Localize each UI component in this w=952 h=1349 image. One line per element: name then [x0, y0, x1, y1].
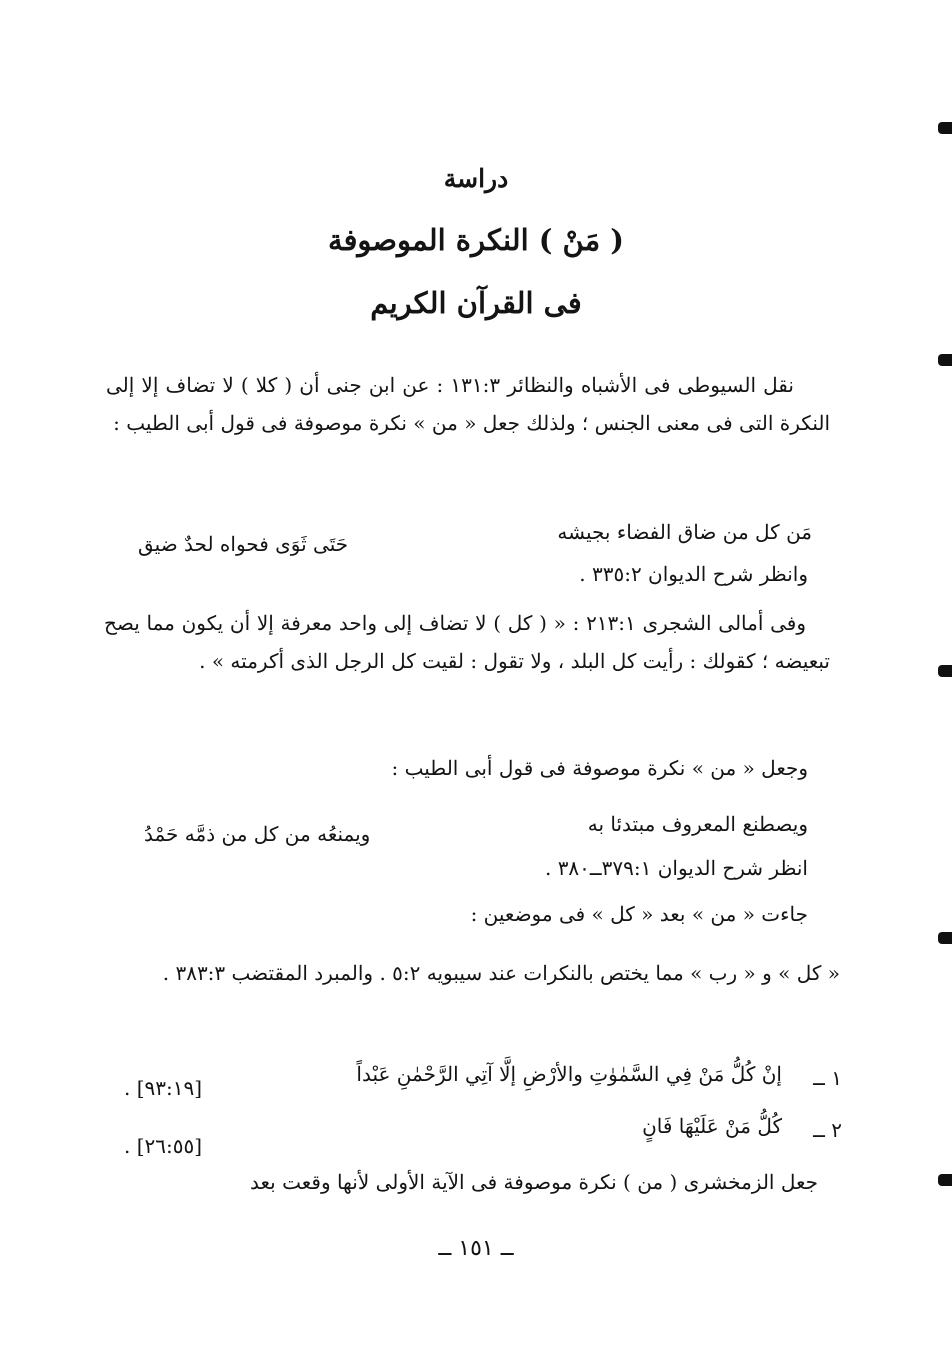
- paragraph-4: جاءت « من » بعد « كل » فى موضعين :: [470, 902, 808, 926]
- ayah-2-number: ٢ ــ: [813, 1118, 842, 1142]
- ayah-2-text: كُلُّ مَنْ عَلَيْهَا فَانٍ: [642, 1114, 782, 1138]
- ayah-1-text: إنْ كُلُّ مَنْ فِي السَّمٰوٰتِ والأرْضِ إلَّا آتِي الرَّحْمٰنِ عَبْداً: [356, 1062, 782, 1086]
- ayah-1-reference: [٩٣:١٩] .: [124, 1076, 203, 1100]
- margin-mark: [938, 665, 952, 677]
- ayah-2-reference: [٢٦:٥٥] .: [124, 1134, 203, 1158]
- reference-1: وانظر شرح الديوان ٣٣٥:٢ .: [579, 562, 808, 586]
- paragraph-1: نقل السيوطى فى الأشباه والنظائر ١٣١:٣ : عن ابن جنى أن ( كلا ) لا تضاف إلا إلى النكرة التى فى معنى الجنس ؛ ولذلك جعل « من » نكرة موصوفة فى قول أبى الطيب :: [106, 373, 830, 435]
- paragraph-3: وجعل « من » نكرة موصوفة فى قول أبى الطيب :: [391, 756, 808, 780]
- paragraph-2: وفى أمالى الشجرى ٢١٣:١ : « ( كل ) لا تضاف إلى واحد معرفة إلا أن يكون مما يصح تبعيضه ؛ كقولك : رأيت كل البلد ، ولا تقول : لقيت كل الرجل الذى أكرمته » .: [104, 611, 830, 673]
- footnote: « كل » و « رب » مما يختص بالنكرات عند سيبويه ٥:٢ . والمبرد المقتضب ٣٨٣:٣ .: [162, 961, 840, 985]
- heading-line-2: ( مَنْ ) النكرة الموصوفة: [328, 223, 624, 257]
- margin-mark: [938, 354, 952, 366]
- heading-line-3: فى القرآن الكريم: [370, 286, 582, 320]
- verse-1-first-hemistich: مَن كل من ضاق الفضاء بجيشه: [557, 520, 812, 544]
- margin-mark: [938, 932, 952, 944]
- heading-line-1: دراسة: [443, 164, 509, 193]
- paragraph-5: جعل الزمخشرى ( من ) نكرة موصوفة فى الآية الأولى لأنها وقعت بعد: [250, 1170, 818, 1194]
- margin-mark: [938, 122, 952, 134]
- reference-2: انظر شرح الديوان ٣٧٩:١ــ٣٨٠ .: [544, 856, 808, 880]
- verse-2-first-hemistich: ويصطنع المعروف مبتدئا به: [587, 812, 808, 836]
- ayah-1-number: ١ ــ: [813, 1066, 842, 1090]
- margin-mark: [938, 1174, 952, 1186]
- verse-1-second-hemistich: حَتَى ثَوَى فحواه لحدٌ ضيق: [138, 532, 349, 556]
- page-number: ــ ١٥١ ــ: [438, 1236, 514, 1261]
- verse-2-second-hemistich: ويمنعُه من كل من ذمَّه حَمْدُ: [144, 822, 371, 846]
